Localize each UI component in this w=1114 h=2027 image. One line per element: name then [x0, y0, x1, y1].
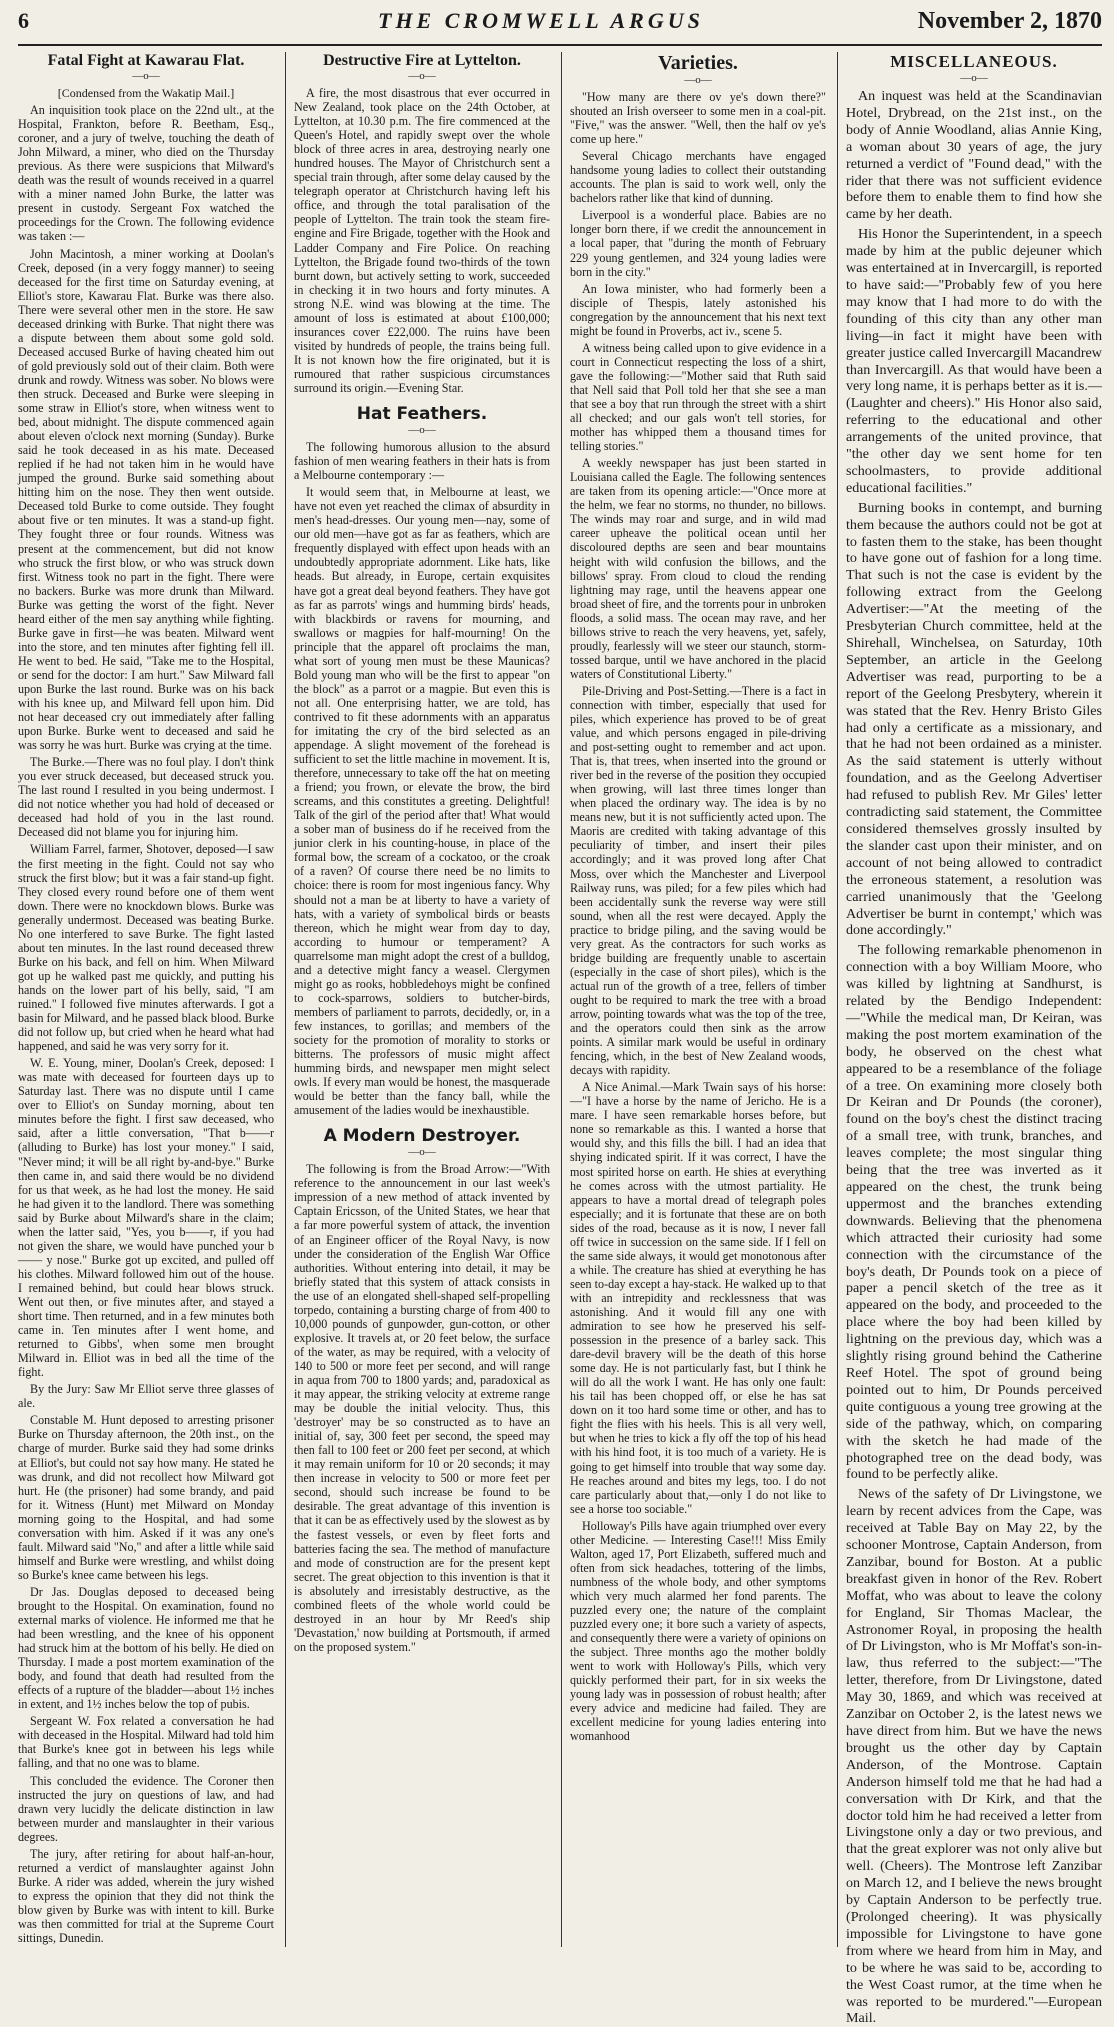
paragraph: An inquest was held at the Scandinavian Hotel, Drybread, on the 21st inst., on the body of Annie Woodland, alias Annie King, a woman about 30 years of age, the jury returned a verdict of "Found dead," with the rider that there was not sufficient evidence before them to enable them to find how she came by her death.	[846, 88, 1102, 223]
article-source: [Condensed from the Wakatip Mail.]	[57, 86, 235, 100]
paragraph: "How many are there ov ye's down there?" shouted an Irish overseer to some men in a coal-pit. "Five," was the answer. "Well, then the half ov ye's come up here."	[570, 90, 826, 147]
article-body	[846, 88, 1102, 2027]
ornament: —o—	[684, 74, 712, 86]
column-rule	[837, 52, 838, 1947]
article-body	[294, 1162, 550, 1654]
paragraph: The jury, after retiring for about half-an-hour, returned a verdict of manslaughter against John Burke. A rider was added, wherein the jury wished to express the opinion that they did not think the blow given by Burke was with intent to kill. Burke was then committed for trial at the Supreme Court sittings, Dunedin.	[18, 1846, 274, 1946]
paragraph: An Iowa minister, who had formerly been a disciple of Thespis, lately astonished his congregation by the announcement that his next text might be found in Proverbs, act iv., scene 5.	[570, 281, 826, 338]
paragraph: This concluded the evidence. The Coroner then instructed the jury on questions of law, and had drawn very lucidly the delicate distinction in law between murder and manslaughter in their various degrees.	[18, 1773, 274, 1844]
newspaper-page	[18, 8, 1102, 2027]
paragraph: Constable M. Hunt deposed to arresting prisoner Burke on Thursday afternoon, the 20th inst., on the charge of murder. Burke said they had some drinks at Elliot's, but could not say how many. He stated he was drunk, and did not recollect how Milward got hurt. He (the prisoner) had some brandy, and paid for it. Witness (Hunt) met Milward on Monday morning going to the Hospital, and had some conversation with him. Asked if it was any one's fault. Milward said "No," and after a little while said himself and Burke were wrestling, and whilst doing so Burke's knee came between his legs.	[18, 1413, 274, 1582]
paragraph: Dr Jas. Douglas deposed to deceased being brought to the Hospital. On examination, found no external marks of violence. He informed me that he had been wrestling, and the knee of his opponent had struck him at the bottom of his belly. He died on Thursday. I made a post mortem examination of the body, and found that death had resulted from the effects of a rupture of the bladder—about 1½ inches in extent, and 1½ inches below the top of pubis.	[18, 1584, 274, 1712]
paragraph: A Nice Animal.—Mark Twain says of his horse:—"I have a horse by the name of Jericho. He is a mare. I have seen remarkable horses before, but none so remarkable as this. I wanted a horse that would shy, and this fills the bill. I had an idea that shying indicated spirit. If it was correct, I have the most spirited horse on earth. He shies at everything he comes across with the utmost partiality. He appears to have a mortal dread of telegraph poles especially; and it is fortunate that these are on both sides of the road, because as it is now, I never fall off twice in succession on the same side. If I fell on the same side always, it would get monotonous after a while. The creature has shied at everything he has seen to-day except a hay-stack. He walked up to that with an intrepidity and recklessness that was astonishing. And it would fill any one with admiration to see how he preserved his self-possession in the presence of a barley sack. This dare-devil bravery will be the death of this horse some day. He is not particularly fast, but I think he will do all the work I want. He has only one fault: his tail has been chopped off, or else he has sat down on it too hard some time or other, and has to fight the flies with his heels. This is all very well, but when he tries to kick a fly off the top of his head with his hind foot, it is too much of a variety. He is going to get himself into trouble that way some day. He reaches around and bites my legs, too. I do not care particularly about that,—only I do not like to see a horse too sociable."	[570, 1080, 826, 1516]
column-3	[570, 52, 826, 1947]
paragraph: John Macintosh, a miner working at Doolan's Creek, deposed (in a very foggy manner) to seeing deceased for the first time on Saturday evening, at Elliot's store, Kawarau Flat. Burke was there also. There were several other men in the store. He saw deceased drinking with Burke. That night there was a dispute between them about some gold sold. Deceased accused Burke of having cheated him out of gold previously sold out of their claim. Both were drunk and rowdy. Witness was sober. No blows were then struck. Deceased and Burke were sleeping in some straw in Elliot's store, when witness went to bed, about midnight. The dispute commenced again about eleven o'clock next morning (Sunday). Burke said he took deceased in as his mate. Deceased replied if he had not taken him in he would have jumped the ground. Burke said something about hitting him on the nose. They then went outside. Deceased told Burke to come outside. They fought about five or ten minutes. It was a stand-up fight. They fought three or four rounds. Witness was present at the commencement, but did not know who struck the first blow, or who was struck down first. Witness took no part in the fight. There were no backers. Burke was more drunk than Milward. Burke was getting the worst of the fight. Never heard either of the men say anything while fighting. Burke gave in first—he was beaten. Milward went into the store, and ten minutes after fighting fell ill. He went to bed. He said, "Take me to the Hospital, or send for the doctor: I am hurt." Saw Milward fall upon Burke the last round. Burke was on his back with his knee up, and Milward fell upon him. Did not hear deceased cry out immediately after falling upon Burke. Burke went to deceased and said he was sorry he was hurt. Burke was crying at the time.	[18, 246, 274, 753]
masthead	[18, 8, 1102, 46]
paragraph: Pile-Driving and Post-Setting.—There is a fact in connection with timber, especially that used for piles, which experience has proved to be of great value, and which persons engaged in pile-driving and post-setting ought to remember and act upon. That is, that trees, when inserted into the ground or river bed in the reverse of the position they occupied when growing, will last three times longer than when placed the ordinary way. The idea is by no means new, but it is not sufficiently acted upon. The Maoris are credited with taking advantage of this peculiarity of timber, and insert their piles accordingly; and it was proved long after Chat Moss, over which the Manchester and Liverpool Railway runs, was piled; for a few piles which had been accidentally sunk the reverse way were still sound, when all the rest were decayed. Apply the practice to bridge piling, and the saving would be very great. As the contractors for such works as bridge building are frequently unable to ascertain (especially in the case of short piles), which is the actual run of the growth of a tree, fellers of timber ought to be required to mark the tree with a broad arrow, pointing towards what was the top of the tree, and the operators could then sink as the arrow points. A similar mark would be useful in ordinary fencing, which, in the best of New Zealand woods, decays with rapidity.	[570, 683, 826, 1078]
paragraph: The following is from the Broad Arrow:—"With reference to the announcement in our last week's impression of a new method of attack invented by Captain Ericsson, of the United States, we hear that a far more powerful system of attack, the invention of an Engineer officer of the Royal Navy, is now under the consideration of the English War Office authorities. Without entering into detail, it may be briefly stated that this system of attack consists in the use of an elongated shell-shaped self-propelling torpedo, containing a bursting charge of from 400 to 10,000 pounds of gunpowder, gun-cotton, or other explosive. It travels at, or 20 feet below, the surface of the water, as may be required, with a velocity of 140 to 500 or more feet per second, and will range in aqua from 700 to 1800 yards; and, paradoxical as it may appear, the striking velocity at extreme range may be double the initial velocity. Thus, this 'destroyer' may be so constructed as to have an initial of, say, 300 feet per second, the speed may then fall to 100 feet or 200 feet per second, at which it may remain uniform for 10 or 20 seconds; it may then increase in velocity to 500 or more feet per second, should such increase be found to be desirable. The great advantage of this invention is that it can be as effectively used by the slowest as by the fastest vessels, or even by fleet forts and batteries facing the sea. The method of manufacture and mode of construction are for the present kept secret. The great objection to this invention is that it is absolutely and irresistably destructive, as the combined fleets of the whole world could be destroyed in an hour by Mr Reed's ship 'Devastation,' now building at Portsmouth, if armed on the proposed system."	[294, 1162, 550, 1654]
paragraph: Burning books in contempt, and burning them because the authors could not be got at to fasten them to the stake, has been thought to have gone out of fashion for a long time. That such is not the case is evident by the following extract from the Geelong Advertiser:—"At the meeting of the Presbyterian Church committee, held at the Shirehall, Winchelsea, on Saturday, 10th September, an article in the Geelong Advertiser was read, purporting to be a report of the Geelong Presbytery, wherein it was stated that the Rev. Henry Bristo Giles had only a certificate as a missionary, and that he had not been ordained as a minister. As the said statement is utterly without foundation, and as the Geelong Advertiser had refused to publish Rev. Mr Giles' letter contradicting said statement, the Committee considered themselves grossly insulted by the slander cast upon their minister, and on account of not being allowed to contradict the erroneous statement, a resolution was carried unanimously that the 'Geelong Advertiser be burnt in contempt,' which was done accordingly."	[846, 499, 1102, 939]
column-rule	[285, 52, 286, 1947]
article-body	[570, 90, 826, 1743]
article-body	[294, 86, 550, 395]
paragraph: News of the safety of Dr Livingstone, we learn by recent advices from the Cape, was received at Table Bay on May 22, by the schooner Montrose, Captain Anderson, from Zanzibar, bound for Boston. At a public breakfast given in honor of the Rev. Robert Moffat, who was about to leave the colony for England, Sir Thomas Maclear, the Astronomer Royal, in proposing the health of Dr Livingston, who is Mr Moffat's son-in-law, thus referred to the subject:—"The letter, therefore, from Dr Livingstone, dated May 30, 1869, and which was received at Zanzibar on October 2, is the latest news we have direct from him. But we have the news brought us the other day by Captain Anderson, of the Montrose. Captain Anderson himself told me that he had had a conversation with Dr Kirk, and that the doctor told him he had received a letter from Livingstone only a day or two previous, and that the great explorer was not only alive but well. (Cheers). The Montrose left Zanzibar on March 12, and I believe the news brought by Captain Anderson to be perfectly true. (Prolonged cheering). It was physically impossible for Livingstone to have gone from where we heard from him in May, and to be where he was said to be, according to the West Coast rumor, at the time when he was reported to be murdered."—European Mail.	[846, 1486, 1102, 2027]
paragraph: W. E. Young, miner, Doolan's Creek, deposed: I was mate with deceased for fourteen days up to Saturday last. There was no dispute until I came over to Elliot's on Sunday morning, about ten minutes before the fight. I first saw deceased, who said, after a little conversation, "That b——r (alluding to Burke) has lost your money." I said, "Never mind; it will be all right by-and-bye." Burke then came in, and said there would be no dividend for us that week, as he had lost the money. He said he had given it to the landlord. There was something said by Burke about Milward's share in the claim; when the latter said, "Yes, you b——r, if you had not given the share, we would have punched your b—— y nose." Burke got up excited, and pulled off his clothes. Milward followed him out of the house. I remained behind, but could hear blows struck. Went out then, or five minutes after, and stayed a short time. Then returned, and in a few minutes both came in. Ten minutes after I went home, and returned to Gibbs', when some men brought Milward in. Elliot was in bed all the time of the fight.	[18, 1056, 274, 1380]
page-number: 6	[18, 8, 29, 33]
paragraph: A weekly newspaper has just been started in Louisiana called the Eagle. The following sentences are taken from its opening article:—"Once more at the helm, we fear no storms, no thunder, no billows. The winds may roar and surge, and in wild mad career upheave the political ocean until her discoloured depths are seen and bear mountains height with wild confusion the billows, and the billows' spray. From cloud to cloud the rending lightning may rage, until the heavens appear one broad sheet of fire, and the torrents pour in unbroken floods, a solid mass. The ocean may rave, and her billows strive to reach the very heavens, yet, safely, proudly, fearlessly will we steer our staunch, storm-tossed barque, until we have anchored in the placid waters of Constitutional Liberty."	[570, 456, 826, 681]
article-title-fatal-fight: Fatal Fight at Kawarau Flat.	[47, 52, 245, 69]
ornament: —o—	[960, 72, 988, 84]
section-title-miscellaneous: MISCELLANEOUS.	[890, 52, 1058, 71]
issue-date: November 2, 1870	[917, 8, 1102, 34]
paragraph: A fire, the most disastrous that ever occurred in New Zealand, took place on the 24th October, at Lyttelton, at 10.30 p.m. The fire commenced at the Queen's Hotel, and rapidly swept over the whole block of three acres in area, destroying nearly one hundred houses. The Mayor of Christchurch sent a special train through, after some delay caused by the telegraph operator at Christchurch having left his office, and through the total paralisation of the people of Lyttelton. The train took the steam fire-engine and Fire Brigade, together with the Hook and Ladder Company and Fire Police. On reaching Lyttelton, the Brigade found two-thirds of the town burnt down, but actively setting to work, succeeded in checking it in two hours and forty minutes. A strong N.E. wind was blowing at the time. The amount of loss is estimated at about £100,000; insurances cover £22,000. The ruins have been visited by hundreds of people, the trains being full. It is not known how the fire originated, but it is rumoured that rather suspicious circumstances surround its origin.—Evening Star.	[294, 86, 550, 395]
paragraph: Liverpool is a wonderful place. Babies are no longer born there, if we credit the announcement in a local paper, that "during the month of February 229 young gentlemen, and 324 young ladies were born in the city."	[570, 208, 826, 279]
newspaper-title: THE CROMWELL ARGUS	[378, 8, 704, 33]
paragraph: The following humorous allusion to the absurd fashion of men wearing feathers in their hats is from a Melbourne contemporary :—	[294, 440, 550, 483]
ornament: —o—	[408, 1146, 436, 1159]
column-2	[294, 52, 550, 1947]
article-title-destructive-fire: Destructive Fire at Lyttelton.	[323, 52, 521, 69]
paragraph: His Honor the Superintendent, in a speech made by him at the public dejeuner which was entertained at in Invercargill, is reported to have said:—"Probably few of you here may know that I had more to do with the founding of this city than any other man living—in fact it might have been with greater justice called Invercargill Macandrew than Invercargill. As that would have been a very long name, it is perhaps better as it is.—(Laughter and cheers)." His Honor also said, referring to the educational and other arrangements of the united province, that "the other day we sent home for ten schoolmasters, to provide additional educational facilities."	[846, 226, 1102, 496]
paragraph: The Burke.—There was no foul play. I don't think you ever struck deceased, but deceased struck you. The last round I resulted in you being undermost. I did not notice whether you had hold of deceased or deceased had hold of you in the last round. Deceased did not blame you for injuring him.	[18, 755, 274, 840]
paragraph: Holloway's Pills have again triumphed over every other Medicine. — Interesting Case!!! Miss Emily Walton, aged 17, Port Elizabeth, suffered much and often from sick headaches, tottering of the limbs, numbness of the whole body, and other symptoms which very much alarmed her fond parents. The puzzled every one; the nature of the complaint puzzled every one; it bore such a variety of aspects, and consequently there were a variety of opinions on the subject. Three months ago the mother boldly went to work with Holloway's Pills, which very quickly performed their part, for in six weeks the young lady was in possession of robust health; after every advice and medicine had failed. They are excellent medicine for young ladies entering into womanhood	[570, 1518, 826, 1744]
column-rule	[561, 52, 562, 1947]
column-4	[846, 52, 1102, 2027]
paragraph: The following remarkable phenomenon in connection with a boy William Moore, who was killed by lightning at Sandhurst, is related by the Bendigo Independent:—"While the medical man, Dr Keiran, was making the post mortem examination of the body, he observed on the chest what appeared to be a resemblance of the foliage of a tree. On examining more closely both Dr Keiran and Dr Pounds (the coroner), found on the boy's chest the distinct tracing of a small tree, with trunk, branches, and leaves complete; the most singular thing being that the tree was inverted as it appeared on the chest, the trunk being uppermost and the branches extending downwards. Believing that the phenomena which attracted their curiosity had some connection with the circumstance of the boy's death, Dr Pounds took on a piece of paper a pencil sketch of the tree as it appeared on the body, and proceeded to the place where the boy had been killed by lightning on the previous day, which was a slightly rising ground behind the Catherine Reef Hotel. The spot of ground being pointed out to him, Dr Pounds perceived quite contiguous a young tree growing at the side of the pathway, which, on comparing with the sketch he had made of the photographed tree on the dead body, was found to be perfectly alike.	[846, 942, 1102, 1483]
ornament: —o—	[408, 70, 436, 82]
paragraph: It would seem that, in Melbourne at least, we have not even yet reached the climax of absurdity in men's head-dresses. Our young men—nay, some of our old men—have got as far as feathers, which are frequently displayed with effect upon heads with an undoubtedly appropriate adornment. Like hats, like heads. But already, in Europe, certain exquisites have got a great deal beyond feathers. They have got as far as parrots' wings and humming birds' heads, with blackbirds or ravens for mourning, and swallows or magpies for half-mourning! On the principle that the apparel oft proclaims the man, what sort of young men must be these Maunicas? Bold young man who will be the first to appear "on the block" as a parrot or a magpie. But even this is not all. One enterprising hatter, we are told, has contrived to fit these adornments with an apparatus for imitating the cry of the bird selected as an appendage. A slight movement of the forehead is sufficient to set the little machine in movement. It is, therefore, unnecessary to take off the hat on meeting a friend; you frown, or elevate the brow, the bird screams, and this constitutes a greeting. Delightful! Talk of the girl of the period after that! What would a sober man of business do if he received from the junior clerk in his counting-house, in place of the formal bow, the scream of a cockatoo, or the croak of a raven? Of course there need be no limits to choice: there is room for most ingenious fancy. Why should not a man be at liberty to have a variety of hats, with a variety of symbolical birds or beasts thereon, which he might wear from day to day, according to humour or temperament? A quarrelsome man might adopt the crest of a bulldog, and a detective might fancy a weasel. Clergymen might go as rooks, hobbledehoys might be confined to cock-sparrows, soldiers to butcher-birds, members of parliament to parrots, decidedly, or, in a few instances, to gorillas; and members of the society for the promotion of morality to storks or bitterns. The professors of music might affect humming birds, and newspaper men might select owls. If every man would be honest, the masquerade would be better than the fancy ball, while the amusement of the ladies would be inexhaustible.	[294, 485, 550, 1118]
section-title-varieties: Varieties.	[658, 52, 738, 74]
paragraph: Sergeant W. Fox related a conversation he had with deceased in the Hospital. Milward had told him that Burke's knee got in between his legs while falling, and that no one was to blame.	[18, 1714, 274, 1771]
article-title-modern-destroyer: A Modern Destroyer.	[323, 1126, 521, 1147]
ornament: —o—	[132, 70, 160, 82]
paragraph: An inquisition took place on the 22nd ult., at the Hospital, Frankton, before R. Beetham, Esq., coroner, and a jury of twelve, touching the death of John Milward, a miner, who died on the Thursday previous. As there were suspicions that Milward's death was the result of wounds received in a quarrel with a miner named John Burke, the latter was present in custody. Sergeant Fox watched the proceedings for the Crown. The following evidence was taken :—	[18, 103, 274, 244]
article-body	[18, 103, 274, 1945]
paragraph: A witness being called upon to give evidence in a court in Connecticut respecting the loss of a shirt, gave the following:—"Mother said that Ruth said that Nell said that Poll told her that she see a man that see a boy that run through the street with a shirt all checked; and our gals won't tell stories, for mother has whipped them a thousand times for telling stories."	[570, 340, 826, 454]
article-title-hat-feathers: Hat Feathers.	[356, 404, 488, 425]
ornament: —o—	[408, 424, 436, 437]
article-body	[294, 440, 550, 1117]
paragraph: By the Jury: Saw Mr Elliot serve three glasses of ale.	[18, 1382, 274, 1411]
paragraph: William Farrel, farmer, Shotover, deposed—I saw the first meeting in the fight. Could not say who struck the first blow; but it was a fair stand-up fight. They closed every round before one of them went down. There were no knockdown blows. Burke was generally undermost. Deceased was beating Burke. No one interfered to save Burke. The fight lasted about ten minutes. In the last round deceased threw Burke on his back, and fell on him. When Milward got up he walked past me quickly, and putting his hands on the lower part of his belly, said, "I am ruined." I followed five minutes afterwards. I got a basin for Milward, and he passed black blood. Burke did not follow up, but cried when he heard what had happened, and said he was very sorry for it.	[18, 842, 274, 1054]
paragraph: Several Chicago merchants have engaged handsome young ladies to collect their outstanding accounts. The plan is said to work well, only the bachelors rather like that kind of dunning.	[570, 149, 826, 206]
column-1	[18, 52, 274, 1947]
